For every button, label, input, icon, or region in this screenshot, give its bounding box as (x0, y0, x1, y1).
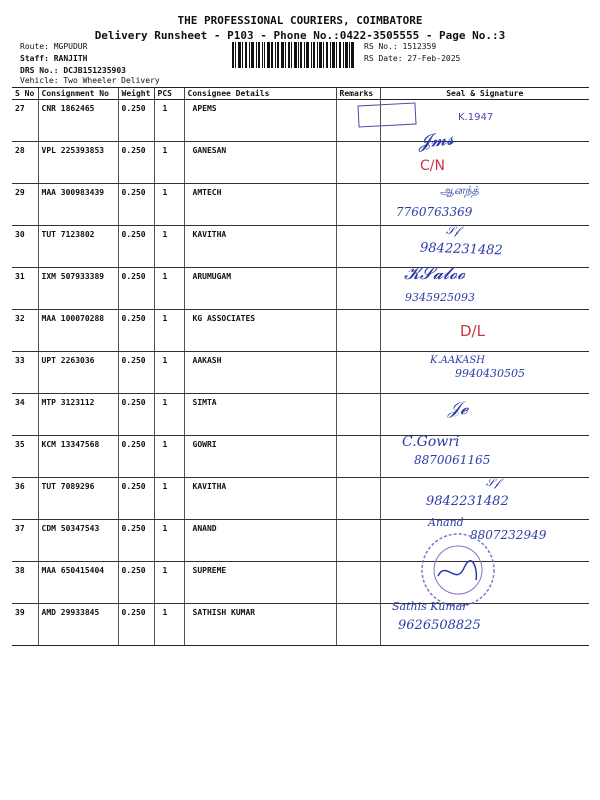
signature-row28: 𝓙𝓶𝓼 (417, 128, 455, 153)
rs-date: RS Date: 27-Feb-2025 (364, 54, 461, 63)
cell-remarks (336, 604, 380, 646)
cell-consignee: AAKASH (184, 352, 336, 394)
cell-sno: 37 (12, 520, 38, 562)
cell-remarks (336, 184, 380, 226)
staff-info (20, 54, 87, 63)
cell-signature (380, 142, 589, 184)
cell-consignment-no: MAA 650415404 (38, 562, 118, 604)
table-row (12, 142, 589, 184)
cell-sno: 29 (12, 184, 38, 226)
signature-row30: 𝒮𝒻 (446, 224, 460, 237)
phone-row36: 9842231482 (426, 494, 509, 509)
table-row (12, 604, 589, 646)
cell-consignee: ANAND (184, 520, 336, 562)
table-row (12, 184, 589, 226)
signature-row29: ஆனந்த் (440, 184, 479, 197)
cell-sno: 33 (12, 352, 38, 394)
stamp-mark (357, 102, 416, 127)
drs-info (20, 66, 126, 75)
cell-remarks (336, 226, 380, 268)
cell-weight: 0.250 (118, 100, 154, 142)
col-header-pcs: PCS (154, 88, 184, 100)
cell-remarks (336, 520, 380, 562)
cell-consignee: SIMTA (184, 394, 336, 436)
cell-pcs: 1 (154, 226, 184, 268)
cell-weight: 0.250 (118, 562, 154, 604)
cell-weight: 0.250 (118, 352, 154, 394)
col-header-sno: S No (12, 88, 38, 100)
drs-label: DRS No.: (20, 66, 59, 75)
cell-signature (380, 394, 589, 436)
phone-row30: 9842231482 (419, 240, 503, 259)
cell-consignee: SUPREME (184, 562, 336, 604)
name-row33: K.AAKASH (430, 355, 485, 366)
cell-remarks (336, 310, 380, 352)
staff-label: Staff: (20, 54, 49, 63)
cell-consignee: APEMS (184, 100, 336, 142)
name-row35: C.Gowri (402, 434, 460, 450)
stamp-text: K.1947 (458, 112, 494, 123)
col-header-consignee: Consignee Details (184, 88, 336, 100)
signature-row34: 𝒥𝓮 (448, 398, 469, 419)
cell-pcs: 1 (154, 478, 184, 520)
table-row (12, 310, 589, 352)
col-header-remarks: Remarks (336, 88, 380, 100)
cell-consignment-no: TUT 7089296 (38, 478, 118, 520)
vehicle-info: Vehicle: Two Wheeler Delivery (20, 76, 160, 85)
seal-stamp (418, 530, 498, 610)
staff-value: RANJITH (53, 54, 88, 63)
cell-pcs: 1 (154, 184, 184, 226)
name-row39: Sathis Kumar (392, 600, 468, 613)
phone-row35: 8870061165 (414, 453, 491, 467)
cell-sno: 31 (12, 268, 38, 310)
red-mark-row32: D/L (460, 322, 485, 340)
cell-weight: 0.250 (118, 520, 154, 562)
cell-sno: 27 (12, 100, 38, 142)
cell-weight: 0.250 (118, 394, 154, 436)
cell-pcs: 1 (154, 142, 184, 184)
cell-consignee: SATHISH KUMAR (184, 604, 336, 646)
cell-remarks (336, 436, 380, 478)
cell-consignment-no: MTP 3123112 (38, 394, 118, 436)
cell-consignee: GOWRI (184, 436, 336, 478)
cell-sno: 28 (12, 142, 38, 184)
cell-pcs: 1 (154, 436, 184, 478)
phone-row37: 8807232949 (470, 528, 547, 542)
cell-consignee: GANESAN (184, 142, 336, 184)
cell-consignee: KAVITHA (184, 478, 336, 520)
cell-weight: 0.250 (118, 268, 154, 310)
table-row (12, 394, 589, 436)
phone-row39: 9626508825 (398, 618, 481, 633)
cell-weight: 0.250 (118, 184, 154, 226)
cell-remarks (336, 268, 380, 310)
table-row (12, 268, 589, 310)
cell-consignment-no: AMD 29933845 (38, 604, 118, 646)
runsheet-title: Delivery Runsheet - P103 - Phone No.:0422-3505555 - Page No.:3 (94, 29, 506, 42)
cell-consignment-no: UPT 2263036 (38, 352, 118, 394)
cell-pcs: 1 (154, 604, 184, 646)
cell-weight: 0.250 (118, 604, 154, 646)
cell-consignee: AMTECH (184, 184, 336, 226)
cell-consignment-no: MAA 300983439 (38, 184, 118, 226)
cell-weight: 0.250 (118, 478, 154, 520)
cell-weight: 0.250 (118, 226, 154, 268)
cell-pcs: 1 (154, 100, 184, 142)
col-header-consignment: Consignment No (38, 88, 118, 100)
red-mark-row28: C/N (420, 158, 445, 174)
cell-consignee: ARUMUGAM (184, 268, 336, 310)
cell-sno: 32 (12, 310, 38, 352)
cell-sno: 39 (12, 604, 38, 646)
cell-pcs: 1 (154, 520, 184, 562)
table-header-row (12, 88, 589, 100)
cell-consignment-no: CNR 1862465 (38, 100, 118, 142)
cell-remarks (336, 478, 380, 520)
cell-remarks (336, 562, 380, 604)
cell-consignment-no: KCM 13347568 (38, 436, 118, 478)
cell-remarks (336, 352, 380, 394)
cell-consignment-no: TUT 7123802 (38, 226, 118, 268)
company-title: THE PROFESSIONAL COURIERS, COIMBATORE (177, 14, 423, 27)
cell-consignee: KG ASSOCIATES (184, 310, 336, 352)
phone-row31: 9345925093 (405, 291, 475, 304)
phone-row33: 9940430505 (455, 367, 525, 380)
signature-row36: 𝒮𝒻 (486, 476, 500, 489)
phone-row29: 7760763369 (396, 205, 473, 219)
route-info: Route: MGPUDUR (20, 42, 88, 51)
col-header-weight: Weight (118, 88, 154, 100)
cell-weight: 0.250 (118, 436, 154, 478)
col-header-signature: Seal & Signature (380, 88, 589, 100)
table-row (12, 100, 589, 142)
cell-sno: 35 (12, 436, 38, 478)
rs-number: RS No.: 1512359 (364, 42, 437, 51)
cell-remarks (336, 142, 380, 184)
table-row (12, 436, 589, 478)
drs-value: DCJB151235903 (63, 66, 126, 75)
cell-sno: 30 (12, 226, 38, 268)
table-row (12, 562, 589, 604)
name-row37: Anand (428, 516, 464, 529)
cell-weight: 0.250 (118, 310, 154, 352)
cell-weight: 0.250 (118, 142, 154, 184)
cell-pcs: 1 (154, 352, 184, 394)
cell-pcs: 1 (154, 268, 184, 310)
signature-row31: 𝓚𝓢𝓪𝓵𝓸𝓸 (404, 264, 466, 284)
cell-sno: 36 (12, 478, 38, 520)
cell-consignment-no: VPL 225393853 (38, 142, 118, 184)
cell-pcs: 1 (154, 310, 184, 352)
cell-consignment-no: CDM 50347543 (38, 520, 118, 562)
barcode-image (232, 42, 354, 68)
cell-pcs: 1 (154, 394, 184, 436)
cell-remarks (336, 394, 380, 436)
cell-consignment-no: MAA 100070288 (38, 310, 118, 352)
cell-pcs: 1 (154, 562, 184, 604)
cell-sno: 34 (12, 394, 38, 436)
cell-consignment-no: IXM 507933389 (38, 268, 118, 310)
cell-consignee: KAVITHA (184, 226, 336, 268)
cell-sno: 38 (12, 562, 38, 604)
